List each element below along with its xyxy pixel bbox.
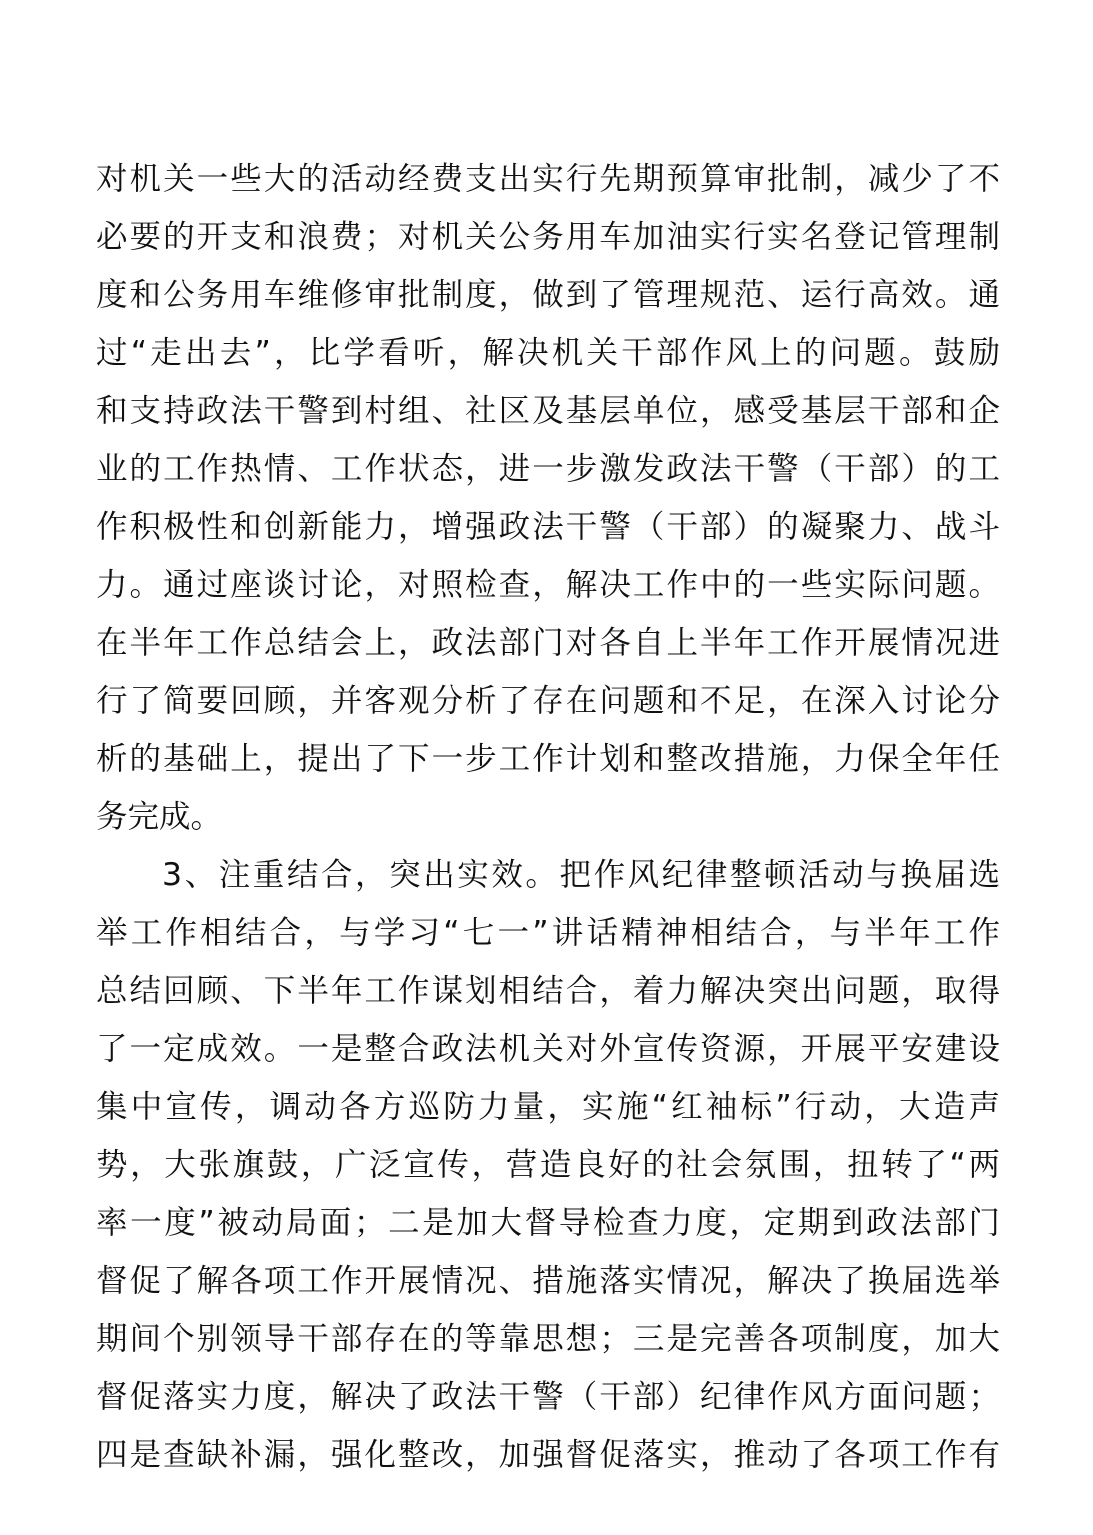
text-line: 作积极性和创新能力，增强政法干警（干部）的凝聚力、战斗 <box>96 509 1000 545</box>
text-line: 督促落实力度，解决了政法干警（干部）纪律作风方面问题； <box>96 1379 1000 1415</box>
text-line: 四是查缺补漏，强化整改，加强督促落实，推动了各项工作有 <box>96 1437 1000 1473</box>
text-line: 了一定成效。一是整合政法机关对外宣传资源，开展平安建设 <box>96 1031 1000 1067</box>
text-line: 度和公务用车维修审批制度，做到了管理规范、运行高效。通 <box>96 277 1000 313</box>
text-line: 率一度”被动局面；二是加大督导检查力度，定期到政法部门 <box>96 1205 1000 1241</box>
paragraph-start-line: 3、注重结合，突出实效。把作风纪律整顿活动与换届选 <box>162 857 1000 893</box>
text-line: 集中宣传，调动各方巡防力量，实施“红袖标”行动，大造声 <box>96 1089 1000 1125</box>
text-line: 和支持政法干警到村组、社区及基层单位，感受基层干部和企 <box>96 393 1000 429</box>
document-body <box>96 150 1000 1484</box>
text-line: 析的基础上，提出了下一步工作计划和整改措施，力保全年任 <box>96 741 1000 777</box>
text-line: 总结回顾、下半年工作谋划相结合，着力解决突出问题，取得 <box>96 973 1000 1009</box>
text-line: 期间个别领导干部存在的等靠思想；三是完善各项制度，加大 <box>96 1321 1000 1357</box>
text-line: 行了简要回顾，并客观分析了存在问题和不足，在深入讨论分 <box>96 683 1000 719</box>
text-line: 势，大张旗鼓，广泛宣传，营造良好的社会氛围，扭转了“两 <box>96 1147 1000 1183</box>
text-line: 举工作相结合，与学习“七一”讲话精神相结合，与半年工作 <box>96 915 1000 951</box>
text-line: 督促了解各项工作开展情况、措施落实情况，解决了换届选举 <box>96 1263 1000 1299</box>
text-line: 必要的开支和浪费；对机关公务用车加油实行实名登记管理制 <box>96 219 1000 255</box>
text-line: 对机关一些大的活动经费支出实行先期预算审批制，减少了不 <box>96 161 1000 197</box>
text-line: 过“走出去”，比学看听，解决机关干部作风上的问题。鼓励 <box>96 335 1000 371</box>
text-line: 业的工作热情、工作状态，进一步激发政法干警（干部）的工 <box>96 451 1000 487</box>
text-line: 力。通过座谈讨论，对照检查，解决工作中的一些实际问题。 <box>96 567 1000 603</box>
text-line: 在半年工作总结会上，政法部门对各自上半年工作开展情况进 <box>96 625 1000 661</box>
text-line: 务完成。 <box>96 799 223 835</box>
